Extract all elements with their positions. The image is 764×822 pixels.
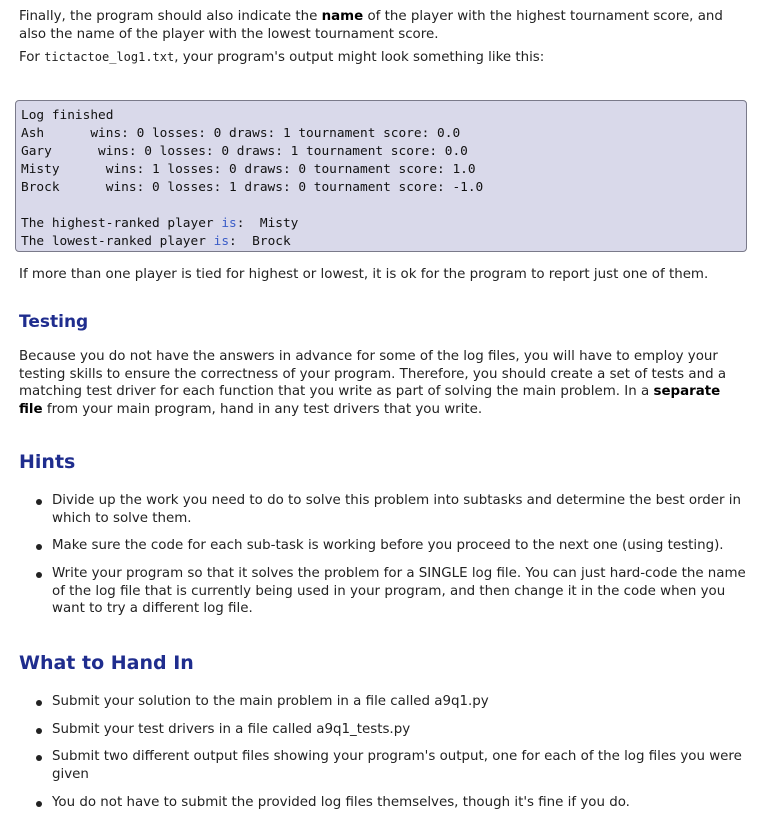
keyword-is: is	[213, 234, 230, 249]
code-line-blank	[21, 197, 741, 215]
log-filename-code: tictactoe_log1.txt	[44, 50, 175, 65]
hints-list	[19, 492, 747, 628]
program-output-code-block	[15, 100, 747, 252]
code-line: Gary wins: 0 losses: 0 draws: 1 tournament score: 0.0	[21, 144, 468, 159]
testing-bold: separate file	[19, 384, 721, 418]
hand-in-item: Submit your test drivers in a file called a9q1_tests.py	[19, 721, 747, 739]
intro-text: Finally, the program should also indicate the	[19, 9, 322, 24]
keyword-is: is	[221, 216, 237, 231]
tie-note: If more than one player is tied for highest or lowest, it is ok for the program to report just one of them.	[19, 267, 709, 282]
intro-text-end: of the player with the highest tournament score, and also the name of the player with the lowest tournament score.	[19, 9, 723, 42]
intro-example-text: , your program's output might look something like this:	[174, 50, 545, 66]
hand-in-heading: What to Hand In	[19, 652, 194, 674]
code-line: Log finished	[21, 108, 114, 123]
intro-for-text: For	[19, 50, 45, 66]
hint-item: Write your program so that it solves the problem for a SINGLE log file. You can just hard-code the name of the log file that is currently being used in your program, and then change it in the code when you want to try a different log file.	[19, 565, 747, 618]
intro-section	[19, 8, 749, 67]
hand-in-list	[19, 693, 747, 821]
lowest-prefix: The lowest-ranked player	[21, 234, 214, 249]
testing-paragraph	[19, 348, 747, 419]
intro-bold-name: name	[321, 9, 364, 24]
testing-heading: Testing	[19, 312, 89, 332]
code-line: Ash wins: 0 losses: 0 draws: 1 tournament score: 0.0	[21, 126, 461, 141]
hand-in-item: Submit your solution to the main problem in a file called a9q1.py	[19, 693, 747, 711]
hints-heading: Hints	[19, 451, 76, 473]
highest-prefix: The highest-ranked player	[21, 216, 222, 231]
code-line-highest	[21, 215, 741, 233]
intro-paragraph-name	[19, 8, 749, 43]
code-line-lowest	[21, 233, 741, 251]
hint-item: Divide up the work you need to do to solve this problem into subtasks and determine the best order in which to solve them.	[19, 492, 747, 527]
hand-in-item: You do not have to submit the provided log files themselves, though it's fine if you do.	[19, 794, 747, 812]
code-line: Misty wins: 1 losses: 0 draws: 0 tournament score: 1.0	[21, 162, 476, 177]
lowest-player: : Brock	[229, 234, 291, 249]
hand-in-item: Submit two different output files showing your program's output, one for each of the log files you were given	[19, 748, 747, 783]
hint-item: Make sure the code for each sub-task is working before you proceed to the next one (using testing).	[19, 537, 747, 555]
testing-text-end: from your main program, hand in any test drivers that you write.	[42, 402, 483, 418]
testing-text: Because you do not have the answers in advance for some of the log files, you will have to employ your testing skills to ensure the correctness of your program. Therefore, you should create a set of tests and a matching test driver for each function that you write as part of solving the main problem. In a	[19, 349, 727, 400]
code-line: Brock wins: 0 losses: 1 draws: 0 tournament score: -1.0	[21, 180, 484, 195]
intro-paragraph-example	[19, 49, 749, 67]
highest-player: : Misty	[236, 216, 299, 231]
